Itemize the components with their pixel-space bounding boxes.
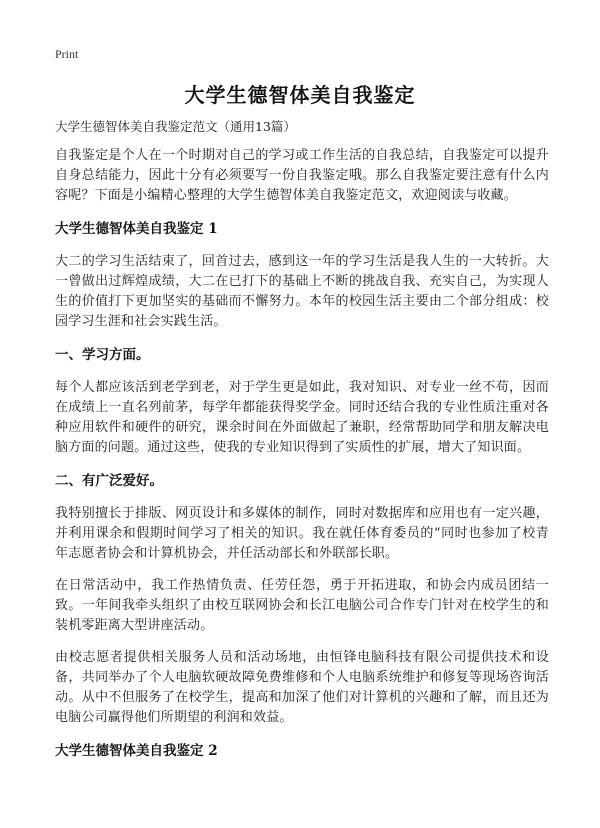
- paragraph-4: 在日常活动中，我工作热情负责、任劳任怨，勇于开拓进取，和协会内成员团结一致。一年间我牵头组织了由校互联网协会和长江电脑公司合作专门针对在校学生的和装机零距离大型讲座活动。: [55, 578, 549, 633]
- paragraph-3: 我特别擅长于排版、网页设计和多媒体的制作，同时对数据库和应用也有一定兴趣，并利用课余和假期时间学习了相关的知识。我在就任体育委员的“同时也参加了校青年志愿者协会和计算机协会，并任活动部长和外联部长职。: [55, 506, 549, 561]
- article-heading-1: 大学生德智体美自我鉴定 1: [55, 221, 218, 237]
- page-title: 大学生德智体美自我鉴定: [184, 83, 416, 107]
- intro-paragraph: 自我鉴定是个人在一个时期对自己的学习或工作生活的自我总结，自我鉴定可以提升自身总结能力，因此十分有必须要写一份自我鉴定哦。那么自我鉴定要注意有什么内容呢？下面是小编精心整理的大学生德智体美自我鉴定范文，欢迎阅读与收藏。: [55, 148, 549, 203]
- article-heading-2: 大学生德智体美自我鉴定 2: [55, 743, 218, 759]
- section-heading-hobbies: 二、有广泛爱好。: [55, 473, 163, 489]
- print-label[interactable]: Print: [55, 47, 79, 61]
- section-heading-study: 一、学习方面。: [55, 347, 150, 363]
- document-body: [55, 118, 549, 774]
- paragraph-2: 每个人都应该活到老学到老，对于学生更是如此，我对知识、对专业一丝不苟，因而在成绩上一直名列前茅，每学年都能获得奖学金。同时还结合我的专业性质注重对各种应用软件和硬件的研究，课余时间在外面做起了兼职，经常帮助同学和朋友解决电脑方面的问题。通过这些，使我的专业知识得到了实质性的扩展，增大了知识面。: [55, 380, 549, 455]
- paragraph-5: 由校志愿者提供相关服务人员和活动场地，由恒锋电脑科技有限公司提供技术和设备，共同举办了个人电脑软硬故障免费维修和个人电脑系统维护和修复等现场咨询活动。从中不但服务了在校学生，提高和加深了他们对计算机的兴趣和了解，而且还为电脑公司赢得他们所期望的利润和效益。: [55, 650, 549, 725]
- document-subtitle: 大学生德智体美自我鉴定范文（通用13篇）: [55, 119, 296, 134]
- paragraph-1: 大二的学习生活结束了，回首过去，感到这一年的学习生活是我人生的一大转折。大一曾做出过辉煌成绩，大二在已打下的基础上不断的挑战自我、充实自己，为实现人生的价值打下更加坚实的基础而不懈努力。本年的校园生活主要由二个部分组成：校园学习生涯和社会实践生活。: [55, 254, 549, 329]
